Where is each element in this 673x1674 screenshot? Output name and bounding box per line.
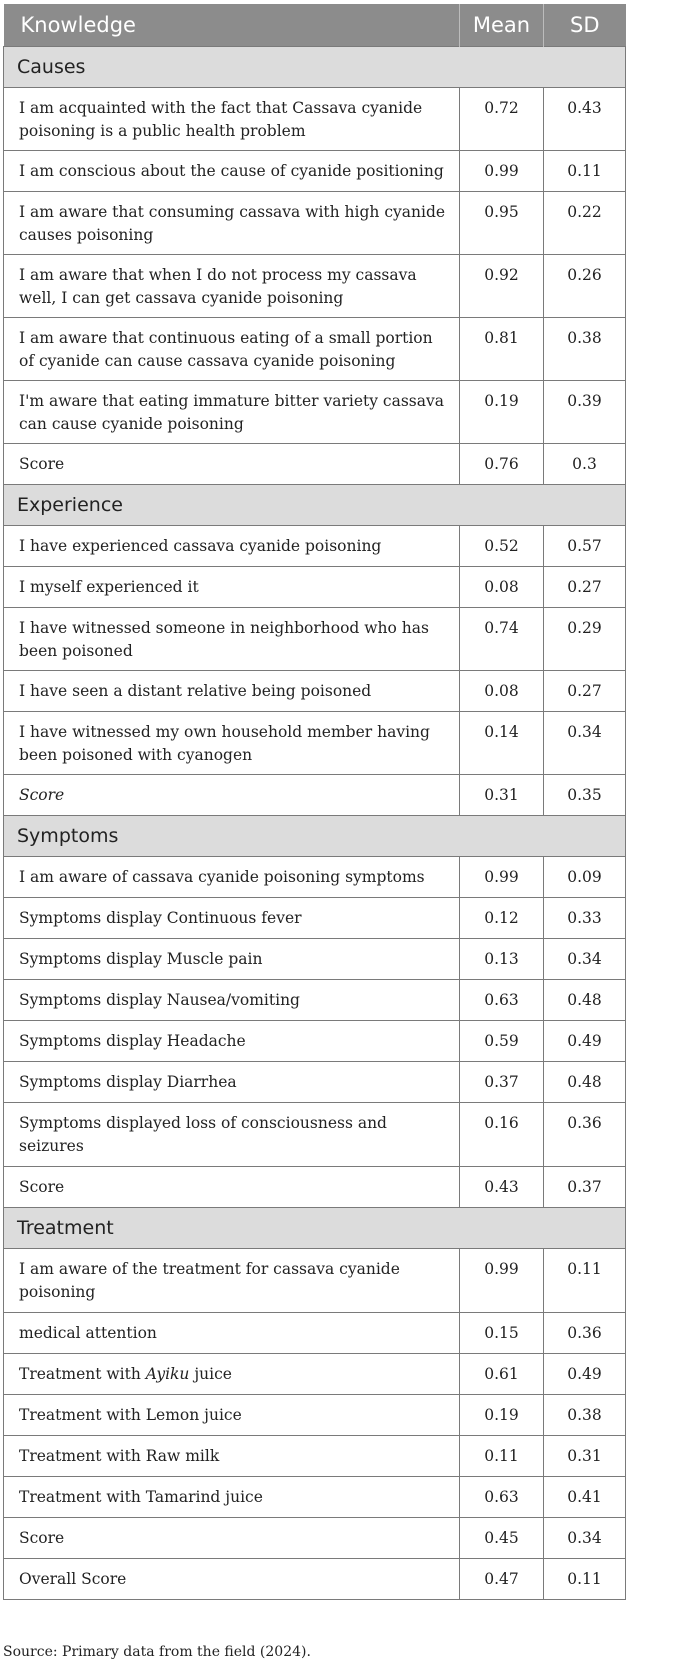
row-label [4,1354,460,1395]
row-mean: 0.12 [460,898,544,939]
table-row [4,608,626,671]
section-row-treatment [4,1208,626,1249]
row-sd: 0.43 [544,88,626,151]
row-mean: 0.14 [460,712,544,775]
table-row [4,939,626,980]
table-row [4,1436,626,1477]
row-sd: 0.34 [544,939,626,980]
row-sd: 0.3 [544,444,626,485]
row-label: Treatment with Lemon juice [4,1395,460,1436]
row-mean: 0.31 [460,775,544,816]
row-sd: 0.27 [544,671,626,712]
table-row [4,567,626,608]
row-sd: 0.36 [544,1103,626,1167]
row-mean: 0.92 [460,255,544,318]
row-mean: 0.72 [460,88,544,151]
table-row [4,1313,626,1354]
row-mean: 0.13 [460,939,544,980]
row-sd: 0.38 [544,318,626,381]
row-label: I am acquainted with the fact that Cassava cyanide poisoning is a public health problem [4,88,460,151]
table-row [4,255,626,318]
section-row-causes [4,47,626,88]
table-header-row [4,4,626,47]
table-row [4,857,626,898]
row-sd: 0.31 [544,1436,626,1477]
table-row [4,88,626,151]
row-sd: 0.26 [544,255,626,318]
row-label: Symptoms display Continuous fever [4,898,460,939]
row-label: I am aware of the treatment for cassava cyanide poisoning [4,1249,460,1313]
table-row [4,1477,626,1518]
row-sd: 0.49 [544,1021,626,1062]
label-post: juice [189,1365,232,1383]
row-label: Overall Score [4,1559,460,1600]
row-mean: 0.99 [460,1249,544,1313]
row-sd: 0.48 [544,980,626,1021]
overall-score-row [4,1559,626,1600]
row-mean: 0.19 [460,381,544,444]
score-row [4,1167,626,1208]
row-label: I myself experienced it [4,567,460,608]
section-title: Treatment [4,1208,626,1249]
row-sd: 0.11 [544,1249,626,1313]
score-row [4,444,626,485]
row-mean: 0.45 [460,1518,544,1559]
table-row [4,1103,626,1167]
row-label: Treatment with Tamarind juice [4,1477,460,1518]
score-row [4,1518,626,1559]
header-mean: Mean [460,4,544,47]
row-mean: 0.76 [460,444,544,485]
table-row [4,1062,626,1103]
row-label: I have witnessed my own household member having been poisoned with cyanogen [4,712,460,775]
table-row [4,1354,626,1395]
table-row [4,1021,626,1062]
row-mean: 0.37 [460,1062,544,1103]
row-mean: 0.11 [460,1436,544,1477]
row-sd: 0.41 [544,1477,626,1518]
row-label: I have experienced cassava cyanide poisoning [4,526,460,567]
row-sd: 0.29 [544,608,626,671]
row-label: Symptoms display Muscle pain [4,939,460,980]
table-row [4,192,626,255]
row-sd: 0.35 [544,775,626,816]
row-label: Symptoms displayed loss of consciousness and seizures [4,1103,460,1167]
knowledge-table-container [3,4,625,1600]
section-title: Symptoms [4,816,626,857]
row-mean: 0.74 [460,608,544,671]
row-sd: 0.57 [544,526,626,567]
label-pre: Treatment with [19,1365,146,1383]
row-mean: 0.08 [460,567,544,608]
row-sd: 0.27 [544,567,626,608]
row-label: Score [4,1167,460,1208]
source-note: Source: Primary data from the field (2024). [3,1644,311,1660]
row-label: medical attention [4,1313,460,1354]
row-label: I am aware that when I do not process my cassava well, I can get cassava cyanide poisoning [4,255,460,318]
row-mean: 0.99 [460,151,544,192]
header-sd: SD [544,4,626,47]
row-label: I am aware that consuming cassava with high cyanide causes poisoning [4,192,460,255]
row-sd: 0.36 [544,1313,626,1354]
table-row [4,151,626,192]
row-label: I'm aware that eating immature bitter variety cassava can cause cyanide poisoning [4,381,460,444]
section-title: Causes [4,47,626,88]
row-label: I have witnessed someone in neighborhood who has been poisoned [4,608,460,671]
row-label: Treatment with Raw milk [4,1436,460,1477]
row-sd: 0.38 [544,1395,626,1436]
row-mean: 0.63 [460,1477,544,1518]
table-row [4,671,626,712]
row-sd: 0.09 [544,857,626,898]
row-mean: 0.61 [460,1354,544,1395]
row-mean: 0.15 [460,1313,544,1354]
label-italic: Ayiku [145,1365,190,1383]
row-mean: 0.19 [460,1395,544,1436]
table-row [4,381,626,444]
row-mean: 0.08 [460,671,544,712]
knowledge-table [3,4,626,1600]
section-title: Experience [4,485,626,526]
row-mean: 0.43 [460,1167,544,1208]
row-mean: 0.59 [460,1021,544,1062]
row-label: Score [4,1518,460,1559]
row-label: I am conscious about the cause of cyanide positioning [4,151,460,192]
table-row [4,712,626,775]
row-sd: 0.34 [544,712,626,775]
table-row [4,898,626,939]
row-label: Symptoms display Headache [4,1021,460,1062]
row-label: I am aware of cassava cyanide poisoning symptoms [4,857,460,898]
section-row-experience [4,485,626,526]
row-mean: 0.63 [460,980,544,1021]
row-sd: 0.39 [544,381,626,444]
row-mean: 0.99 [460,857,544,898]
table-row [4,526,626,567]
row-mean: 0.47 [460,1559,544,1600]
row-mean: 0.52 [460,526,544,567]
row-sd: 0.48 [544,1062,626,1103]
section-row-symptoms [4,816,626,857]
row-sd: 0.34 [544,1518,626,1559]
row-label: Score [4,444,460,485]
row-label: Symptoms display Nausea/vomiting [4,980,460,1021]
row-label: I have seen a distant relative being poisoned [4,671,460,712]
row-mean: 0.95 [460,192,544,255]
row-sd: 0.33 [544,898,626,939]
row-sd: 0.37 [544,1167,626,1208]
table-row [4,980,626,1021]
score-row [4,775,626,816]
row-sd: 0.49 [544,1354,626,1395]
row-sd: 0.11 [544,1559,626,1600]
row-sd: 0.11 [544,151,626,192]
row-sd: 0.22 [544,192,626,255]
table-row [4,318,626,381]
row-label: I am aware that continuous eating of a small portion of cyanide can cause cassava cyanide poisoning [4,318,460,381]
row-mean: 0.16 [460,1103,544,1167]
row-mean: 0.81 [460,318,544,381]
row-label: Symptoms display Diarrhea [4,1062,460,1103]
header-knowledge: Knowledge [4,4,460,47]
row-label: Score [4,775,460,816]
table-row [4,1395,626,1436]
table-row [4,1249,626,1313]
